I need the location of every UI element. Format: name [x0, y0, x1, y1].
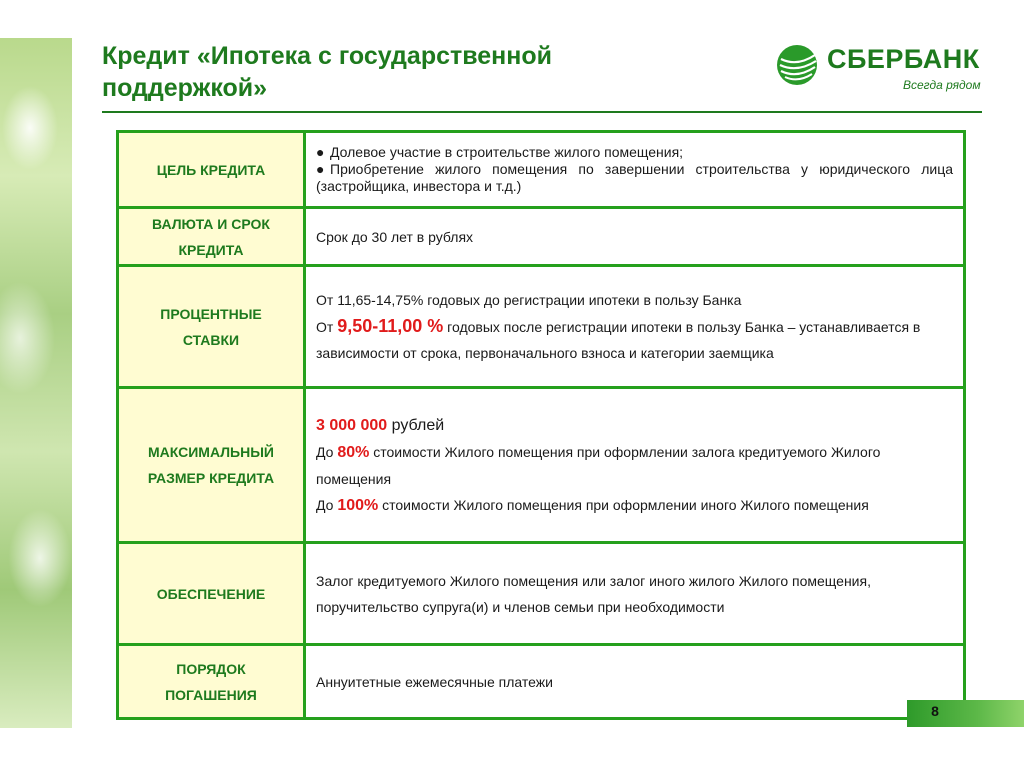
row-label-max-amount: МАКСИМАЛЬНЫЙ РАЗМЕР КРЕДИТА [118, 388, 305, 543]
rate-before-registration: От 11,65-14,75% годовых до регистрации ипотеки в пользу Банка [316, 292, 742, 308]
loan-terms-table [116, 130, 966, 720]
header-divider [102, 111, 982, 113]
max-share-other: До 100% стоимости Жилого помещения при оформлении иного Жилого помещения [316, 496, 869, 514]
logo-slogan: Всегда рядом [903, 78, 981, 92]
row-label-currency-term: ВАЛЮТА И СРОК КРЕДИТА [118, 208, 305, 266]
max-amount-line: 3 000 000 рублей [316, 416, 445, 434]
row-content-collateral [305, 543, 965, 645]
row-content-interest-rates [305, 266, 965, 388]
currency-term-text: Срок до 30 лет в рублях [316, 228, 474, 245]
row-content-repayment [305, 645, 965, 719]
table-row [118, 543, 965, 645]
page-number: 8 [931, 703, 939, 719]
page-title-line1: Кредит «Ипотека с государственной [102, 42, 553, 70]
amount-highlight: 3 000 000 [316, 416, 388, 434]
table-row [118, 388, 965, 543]
row-content-currency-term [305, 208, 965, 266]
row-label-text: ЦЕЛЬ КРЕДИТА [156, 161, 266, 178]
list-item: ● Приобретение жилого помещения по завершении строительства у юридического лица (застройщика, инвестора и т.д.) [316, 161, 953, 194]
table-row [118, 132, 965, 208]
sberbank-logo-icon [775, 43, 819, 87]
list-item: ● Долевое участие в строительстве жилого помещения; [316, 144, 684, 160]
bullet-icon: ● [316, 161, 325, 177]
rate-after-registration: От 9,50-11,00 % годовых после регистрации ипотеки в пользу Банка – устанавливается в зависимости от срока, первоначального взноса и категории заемщика [316, 316, 921, 361]
table-row [118, 645, 965, 719]
max-share-pledged: До 80% стоимости Жилого помещения при оформлении залога кредитуемого Жилого помещения [316, 443, 881, 487]
bullet-icon: ● [316, 144, 325, 160]
decorative-side-background [0, 38, 72, 728]
table-row [118, 208, 965, 266]
row-label-collateral: ОБЕСПЕЧЕНИЕ [118, 543, 305, 645]
page-title [102, 40, 662, 104]
purpose-list [316, 144, 953, 195]
row-content-max-amount [305, 388, 965, 543]
rate-highlight: 9,50-11,00 % [337, 316, 444, 336]
row-label-purpose [118, 132, 305, 208]
collateral-text: Залог кредитуемого Жилого помещения или залог иного жилого Жилого помещения, поручительство супруга(и) и членов семьи при необходимости [316, 572, 871, 615]
row-content-purpose [305, 132, 965, 208]
page-title-line2: поддержкой» [102, 74, 268, 102]
row-label-repayment: ПОРЯДОК ПОГАШЕНИЯ [118, 645, 305, 719]
repayment-text: Аннуитетные ежемесячные платежи [316, 673, 553, 690]
table-row [118, 266, 965, 388]
sberbank-logo [775, 40, 995, 100]
row-label-interest-rates: ПРОЦЕНТНЫЕ СТАВКИ [118, 266, 305, 388]
logo-name: СБЕРБАНК [827, 44, 980, 74]
